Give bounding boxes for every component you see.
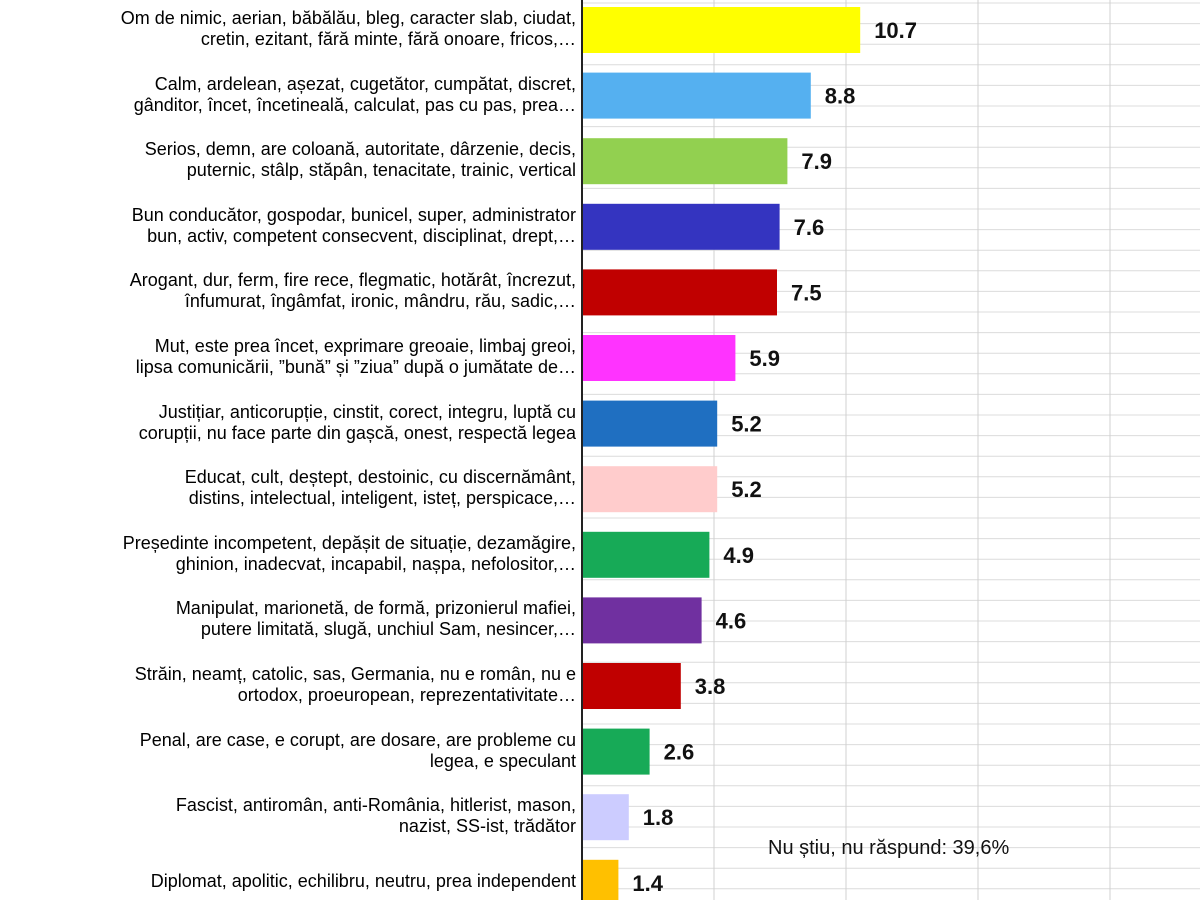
data-label: 7.6 <box>793 214 825 240</box>
category-label <box>6 598 576 640</box>
bar <box>582 794 629 840</box>
category-label <box>6 336 576 378</box>
data-label: 5.2 <box>731 477 762 503</box>
data-label: 1.4 <box>632 870 663 896</box>
category-label-line: lipsa comunicării, ”bună” și ”ziua” după o jumătate de… <box>135 357 576 377</box>
category-label-line: Bun conducător, gospodar, bunicel, super, administrator <box>131 204 576 225</box>
bar <box>582 663 681 709</box>
bar <box>582 597 702 643</box>
bar <box>582 466 717 512</box>
bar <box>582 729 650 775</box>
category-label <box>6 871 576 892</box>
category-label-line: puternic, stâlp, stăpân, tenacitate, trainic, vertical <box>186 160 576 181</box>
category-label <box>6 467 576 509</box>
data-label: 7.9 <box>801 149 832 175</box>
category-label-line: Fascist, antiromân, anti-România, hitlerist, mason, <box>175 795 576 816</box>
no-answer-note: Nu știu, nu răspund: 39,6% <box>768 837 1010 859</box>
data-label: 4.6 <box>715 608 747 634</box>
data-label: 8.8 <box>824 83 856 109</box>
category-label-line: Serios, demn, are coloană, autoritate, dârzenie, decis, <box>144 139 576 160</box>
category-label-line: înfumurat, îngâmfat, ironic, mândru, rău, sadic,… <box>184 291 576 312</box>
category-label <box>6 8 576 50</box>
category-label-line: ghinion, inadecvat, incapabil, nașpa, nefolositor,… <box>175 553 576 574</box>
category-label <box>6 270 576 312</box>
data-label: 10.7 <box>874 18 918 43</box>
category-label <box>6 664 576 706</box>
bar <box>582 401 717 447</box>
bar <box>582 860 618 900</box>
category-label <box>6 74 576 116</box>
category-label-line: Educat, cult, deștept, destoinic, cu discernământ, <box>184 467 576 488</box>
bar <box>582 532 709 578</box>
category-label-line: Om de nimic, aerian, băbălău, bleg, caracter slab, ciudat, <box>120 8 576 28</box>
category-label <box>6 205 576 247</box>
bar <box>582 73 811 119</box>
category-label-line: Arogant, dur, ferm, fire rece, flegmatic, hotărât, încrezut, <box>129 270 576 291</box>
bar <box>582 138 787 184</box>
category-label-line: Penal, are case, e corupt, are dosare, are probleme cu <box>139 729 576 750</box>
category-label-line: bun, activ, competent consecvent, disciplinat, drept,… <box>147 225 576 246</box>
category-label-line: Diplomat, apolitic, echilibru, neutru, prea independent <box>150 871 576 892</box>
category-label-line: putere limitată, slugă, unchiul Sam, nesincer,… <box>200 619 576 640</box>
category-label-line: Străin, neamț, catolic, sas, Germania, nu e român, nu e <box>134 664 576 684</box>
data-label: 5.9 <box>749 346 780 371</box>
category-label-line: Mut, este prea încet, exprimare greoaie, limbaj greoi, <box>154 336 576 356</box>
category-label-line: Manipulat, marionetă, de formă, prizonierul mafiei, <box>175 598 576 619</box>
data-label: 2.6 <box>663 739 695 765</box>
category-label-line: Calm, ardelean, așezat, cugetător, cumpătat, discret, <box>154 73 576 94</box>
data-label: 5.2 <box>731 411 762 437</box>
category-label <box>6 730 576 772</box>
category-label <box>6 139 576 181</box>
bar <box>582 204 780 250</box>
category-label <box>6 533 576 575</box>
category-label-line: Justițiar, anticorupție, cinstit, corect, integru, luptă cu <box>158 401 576 422</box>
data-label: 1.8 <box>642 805 674 831</box>
category-label <box>6 795 576 837</box>
bar <box>582 335 735 381</box>
category-label <box>6 402 576 444</box>
category-label-line: nazist, SS-ist, trădător <box>398 816 576 837</box>
category-label-line: cretin, ezitant, fără minte, fără onoare, fricos,… <box>200 29 576 49</box>
category-label-line: ortodox, proeuropean, reprezentativitate… <box>237 685 576 705</box>
category-label-line: corupții, nu face parte din gașcă, onest, respectă legea <box>138 422 576 443</box>
category-label-line: legea, e speculant <box>429 750 576 771</box>
category-label-line: distins, intelectual, inteligent, isteț, perspicace,… <box>188 488 576 509</box>
data-label: 3.8 <box>694 674 726 699</box>
category-label-line: Președinte incompetent, depășit de situație, dezamăgire, <box>122 532 576 553</box>
bar <box>582 269 777 315</box>
category-label-line: gânditor, încet, încetineală, calculat, pas cu pas, prea… <box>133 94 576 115</box>
data-label: 4.9 <box>723 542 754 568</box>
data-label: 7.5 <box>791 280 822 306</box>
bar <box>582 7 860 53</box>
